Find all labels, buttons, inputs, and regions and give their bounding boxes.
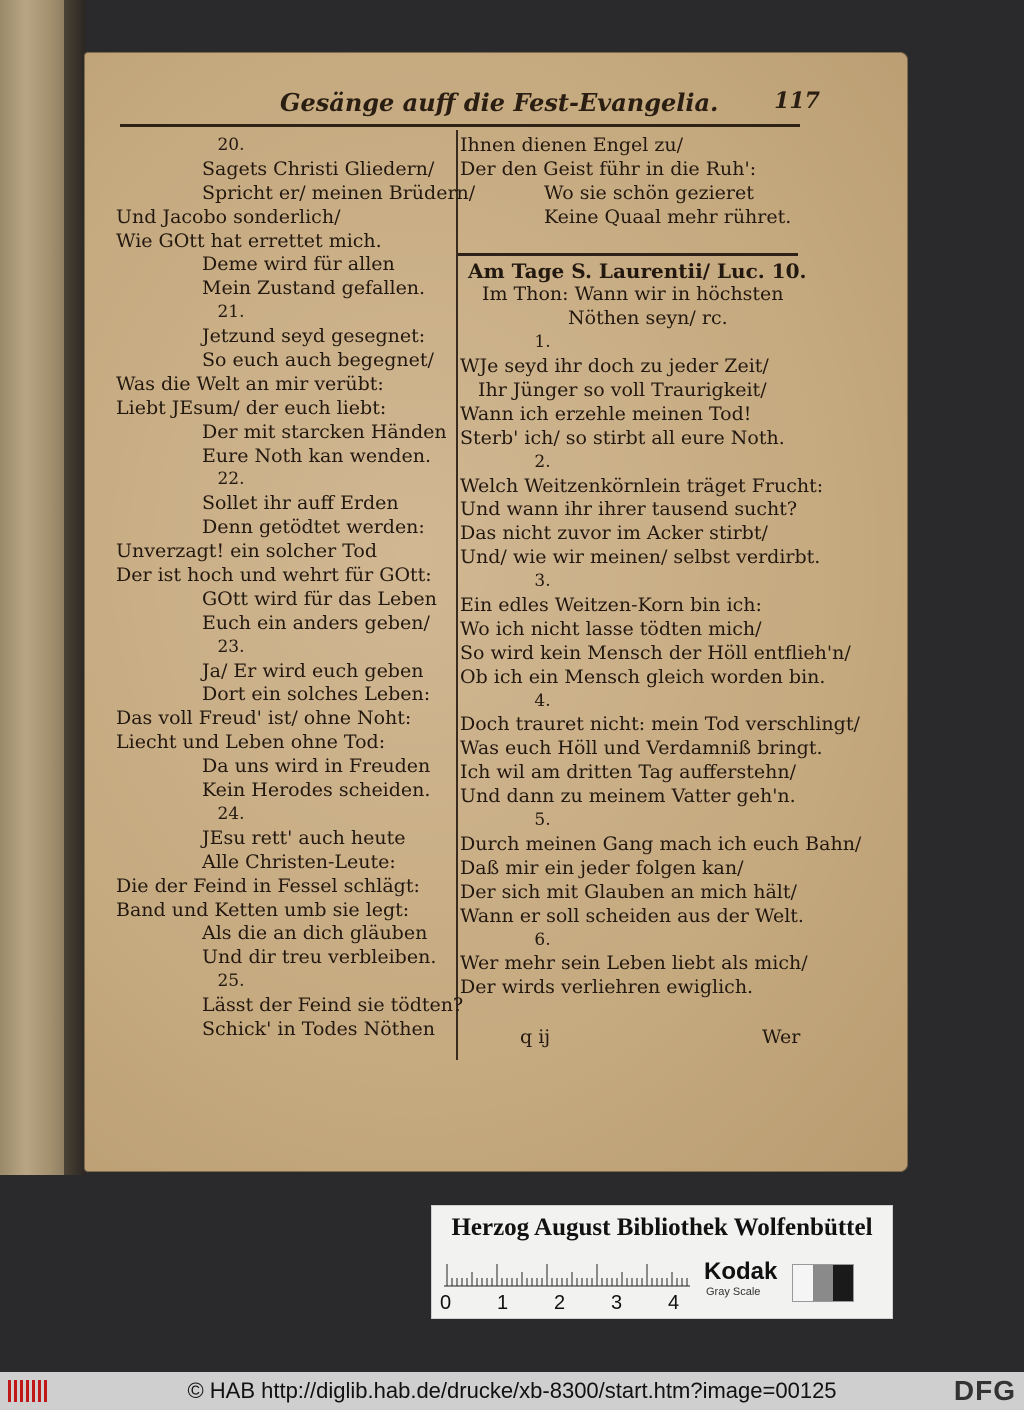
right-column-line: Am Tage S. Laurentii/ Luc. 10. [468, 258, 807, 283]
left-column-line: Der mit starcken Händen [202, 420, 447, 443]
left-column-line: Sollet ihr auff Erden [202, 492, 399, 515]
left-column-line: Eure Noth kan wenden. [202, 444, 431, 467]
right-column-line: 5. [534, 810, 551, 831]
right-column [460, 134, 862, 1000]
left-column-line: Lässt der Feind sie tödten? [202, 994, 464, 1017]
right-column-line: Und dann zu meinem Vatter geh'n. [460, 785, 796, 808]
right-column-line: 1. [534, 332, 551, 353]
left-column-line: Spricht er/ meinen Brüdern/ [202, 181, 476, 204]
left-column-line: Jetzund seyd gesegnet: [202, 325, 426, 348]
left-column-line: Die der Feind in Fessel schlägt: [116, 874, 420, 897]
kodak-logo: Kodak [704, 1258, 778, 1285]
gray-patch-swatch [833, 1265, 853, 1301]
library-name: Herzog August Bibliothek Wolfenbüttel [451, 1214, 873, 1241]
scale-ruler [442, 1256, 692, 1296]
right-column-line: Ihnen dienen Engel zu/ [460, 134, 684, 156]
left-column-line: Als die an dich gläuben [202, 922, 428, 945]
right-column-line: Der wirds verliehren ewiglich. [460, 976, 754, 999]
right-column-line: WJe seyd ihr doch zu jeder Zeit/ [460, 355, 769, 378]
footer-bar [0, 1372, 1024, 1410]
color-target-card [431, 1205, 893, 1319]
left-column-line: Euch ein anders geben/ [202, 611, 430, 634]
page-header [200, 88, 820, 120]
left-column-line: Ja/ Er wird euch geben [202, 659, 424, 682]
left-column-line: Der ist hoch und wehrt für GOtt: [116, 564, 432, 587]
left-column-line: Denn getödtet werden: [202, 516, 425, 539]
left-column-line: 23. [217, 636, 245, 657]
right-column-line: 4. [534, 690, 551, 711]
signature-mark: q ij [520, 1026, 551, 1048]
left-column [116, 134, 476, 1042]
gray-patch [792, 1264, 854, 1302]
left-column-line: Wie GOtt hat errettet mich. [116, 229, 382, 252]
left-column-line: Kein Herodes scheiden. [202, 779, 431, 802]
right-column-line: Doch trauret nicht: mein Tod verschlingt/ [460, 713, 860, 736]
right-column-line: Sterb' ich/ so stirbt all eure Noth. [460, 426, 785, 449]
copyright-url[interactable]: © HAB http://diglib.hab.de/drucke/xb-8300/start.htm?image=00125 [187, 1378, 837, 1403]
right-column-line: 2. [534, 451, 551, 472]
right-column-line: Ich wil am dritten Tag aufferstehn/ [460, 761, 796, 784]
left-column-line: 21. [217, 302, 245, 323]
left-column-line: 20. [217, 135, 245, 155]
right-column-line: Was euch Höll und Verdamniß bringt. [460, 737, 823, 760]
gray-patch-swatch [793, 1265, 813, 1301]
left-column-line: Dort ein solches Leben: [202, 683, 431, 706]
left-column-line: Liecht und Leben ohne Tod: [116, 731, 386, 754]
right-column-line: Wo ich nicht lasse tödten mich/ [460, 617, 762, 640]
right-column-line: Ihr Jünger so voll Traurigkeit/ [478, 379, 767, 402]
ruler-number: 1 [497, 1292, 509, 1314]
left-column-line: Alle Christen-Leute: [202, 850, 396, 873]
left-column-line: JEsu rett' auch heute [202, 826, 406, 849]
left-column-line: 22. [217, 469, 245, 490]
left-column-line: 25. [217, 971, 245, 992]
right-column-line: Wann er soll scheiden aus der Welt. [460, 904, 804, 927]
right-column-line: Wo sie schön gezieret [544, 181, 754, 204]
gray-scale-label: Gray Scale [706, 1286, 761, 1298]
right-column-line: Ob ich ein Mensch gleich worden bin. [460, 665, 826, 688]
left-column-line: Deme wird für allen [202, 253, 395, 276]
right-column-line: Wer mehr sein Leben liebt als mich/ [460, 952, 808, 975]
left-column-line: Schick' in Todes Nöthen [202, 1017, 435, 1040]
right-column-line: 6. [534, 929, 551, 950]
left-column-line: Band und Ketten umb sie legt: [116, 898, 410, 921]
catchword: Wer [762, 1026, 801, 1048]
page-number: 117 [774, 88, 820, 114]
left-column-line: 24. [217, 803, 245, 824]
left-column-line: Und Jacobo sonderlich/ [116, 205, 341, 228]
right-column-line: Wann ich erzehle meinen Tod! [460, 402, 752, 425]
right-column-line: Welch Weitzenkörnlein träget Frucht: [460, 474, 824, 497]
right-column-line: Und wann ihr ihrer tausend sucht? [460, 498, 798, 521]
left-column-line: Das voll Freud' ist/ ohne Noht: [116, 707, 412, 730]
left-column-line: Und dir treu verbleiben. [202, 946, 437, 969]
right-column-line [460, 230, 805, 260]
right-column-line: Der den Geist führ in die Ruh': [460, 157, 757, 180]
ruler-number: 4 [668, 1292, 680, 1314]
right-column-line: Ein edles Weitzen-Korn bin ich: [460, 594, 762, 617]
left-column-line: So euch auch begegnet/ [202, 349, 434, 372]
right-column-line: Und/ wie wir meinen/ selbst verdirbt. [460, 546, 821, 569]
left-column-line: Liebt JEsum/ der euch liebt: [116, 396, 387, 419]
right-column-line: So wird kein Mensch der Höll entflieh'n/ [460, 641, 851, 664]
right-column-line: Das nicht zuvor im Acker stirbt/ [460, 522, 768, 545]
binding-edge [64, 0, 86, 1175]
book-binding [0, 0, 86, 1175]
ruler-number: 2 [554, 1292, 566, 1314]
left-column-line: Da uns wird in Freuden [202, 755, 431, 778]
left-column-line: Mein Zustand gefallen. [202, 277, 426, 300]
ruler-numbers [432, 1292, 692, 1314]
left-column-line: Unverzagt! ein solcher Tod [116, 540, 378, 563]
right-column-line: Nöthen seyn/ rc. [568, 307, 728, 330]
right-column-line: 3. [534, 571, 551, 592]
right-column-line: Der sich mit Glauben an mich hält/ [460, 880, 797, 903]
dfg-logo: DFG [953, 1375, 1016, 1406]
right-column-line: Daß mir ein jeder folgen kan/ [460, 856, 744, 879]
ruler-number: 0 [440, 1292, 452, 1314]
gray-patch-swatch [813, 1265, 833, 1301]
left-column-line: Was die Welt an mir verübt: [116, 372, 384, 395]
column-divider [456, 130, 458, 1060]
ruler-number: 3 [611, 1292, 623, 1314]
right-column-line: Keine Quaal mehr rühret. [544, 205, 792, 228]
left-column-line: Sagets Christi Gliedern/ [202, 157, 435, 180]
running-title: Gesänge auff die Fest-Evangelia. [280, 88, 719, 117]
left-column-line: GOtt wird für das Leben [202, 587, 437, 610]
right-column-line: Durch meinen Gang mach ich euch Bahn/ [460, 832, 862, 855]
header-rule [120, 124, 800, 127]
right-column-line: Im Thon: Wann wir in höchsten [482, 283, 784, 306]
